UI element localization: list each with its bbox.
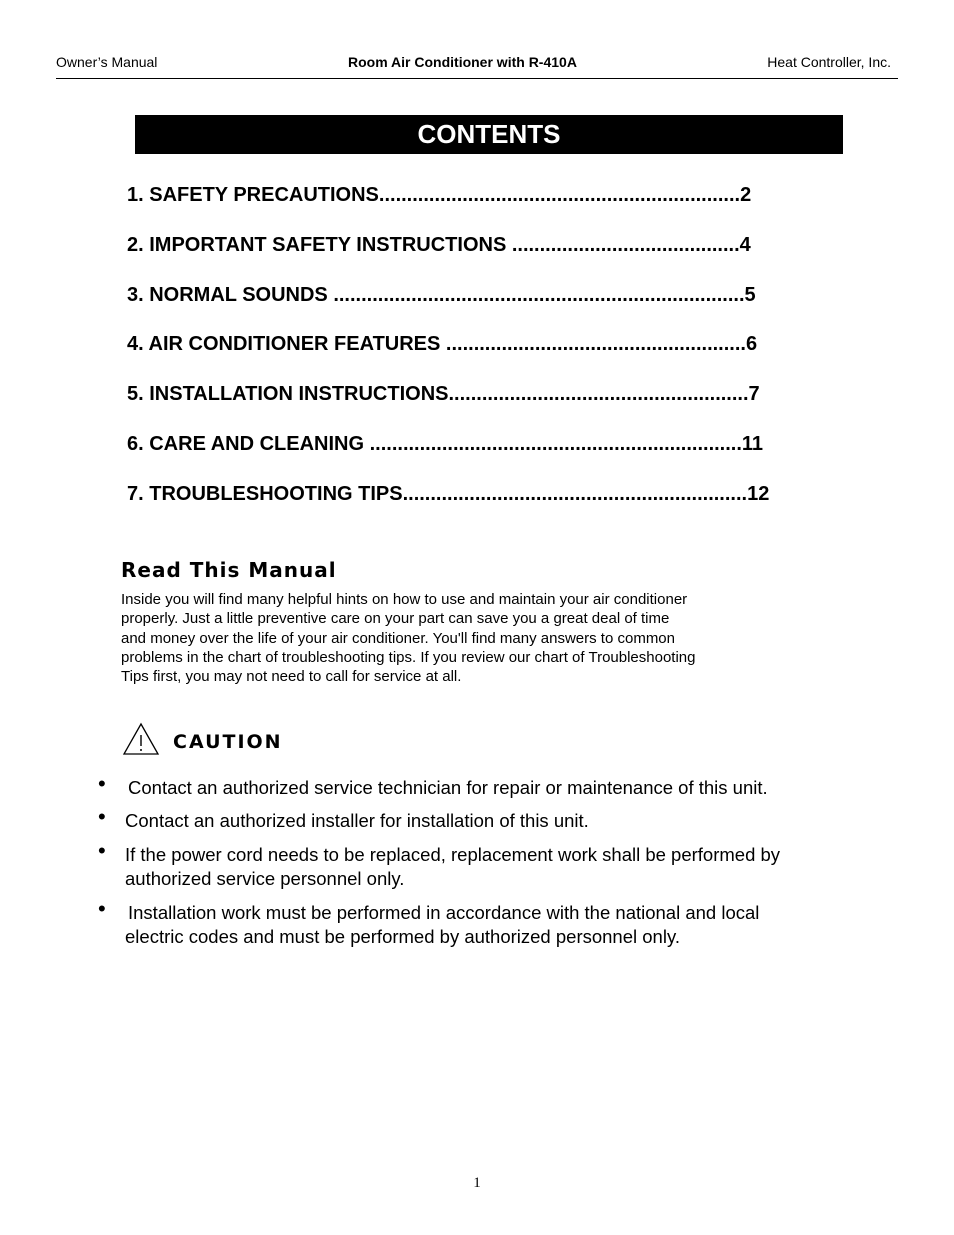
page-number: 1	[473, 1175, 481, 1191]
toc-item-safety-precautions: 1. SAFETY PRECAUTIONS.................................................................2	[127, 184, 752, 206]
warning-triangle-icon	[122, 722, 160, 756]
table-of-contents	[127, 180, 769, 529]
paragraph-line: and money over the life of your air conditioner. You'll find many answers to common	[121, 629, 675, 647]
paragraph-line: problems in the chart of troubleshooting tips. If you review our chart of Troubleshooting	[121, 648, 696, 666]
bullet-line: Contact an authorized service technician for repair or maintenance of this unit.	[128, 777, 768, 798]
toc-item-installation-instructions: 5. INSTALLATION INSTRUCTIONS......................................................7	[127, 383, 760, 406]
bullet-line: Contact an authorized installer for installation of this unit.	[125, 810, 589, 831]
contents-heading: CONTENTS	[135, 115, 843, 154]
bullet-icon: •	[98, 896, 106, 921]
header-product-title: Room Air Conditioner with R-410A	[348, 54, 577, 70]
read-manual-heading: Read This Manual	[121, 558, 337, 582]
paragraph-line: Tips first, you may not need to call for service at all.	[121, 668, 462, 686]
bullet-icon: •	[98, 804, 106, 829]
toc-item-air-conditioner-features: 4. AIR CONDITIONER FEATURES ......................................................6	[127, 333, 758, 356]
header-manual-label: Owner’s Manual	[56, 54, 158, 70]
header-company-name: Heat Controller, Inc.	[767, 54, 891, 70]
bullet-line: If the power cord needs to be replaced, replacement work shall be performed by	[125, 844, 781, 865]
toc-item-troubleshooting-tips: 7. TROUBLESHOOTING TIPS..............................................................12	[127, 482, 770, 505]
paragraph-line: properly. Just a little preventive care on your part can save you a great deal of time	[121, 610, 670, 628]
caution-heading: CAUTION	[173, 731, 283, 753]
bullet-line: authorized service personnel only.	[125, 868, 405, 889]
toc-item-normal-sounds: 3. NORMAL SOUNDS ..........................................................................5	[127, 283, 756, 306]
read-manual-paragraph	[121, 590, 781, 686]
paragraph-line: Inside you will find many helpful hints on how to use and maintain your air conditioner	[121, 591, 688, 608]
bullet-icon: •	[98, 771, 106, 796]
page-header	[56, 52, 898, 79]
toc-item-important-safety-instructions: 2. IMPORTANT SAFETY INSTRUCTIONS .........................................4	[127, 233, 751, 256]
bullet-line: electric codes and must be performed by authorized personnel only.	[125, 926, 680, 947]
bullet-icon: •	[98, 838, 106, 863]
toc-item-care-and-cleaning: 6. CARE AND CLEANING ...................................................................11	[127, 432, 764, 455]
bullet-line: Installation work must be performed in accordance with the national and local	[128, 902, 760, 923]
